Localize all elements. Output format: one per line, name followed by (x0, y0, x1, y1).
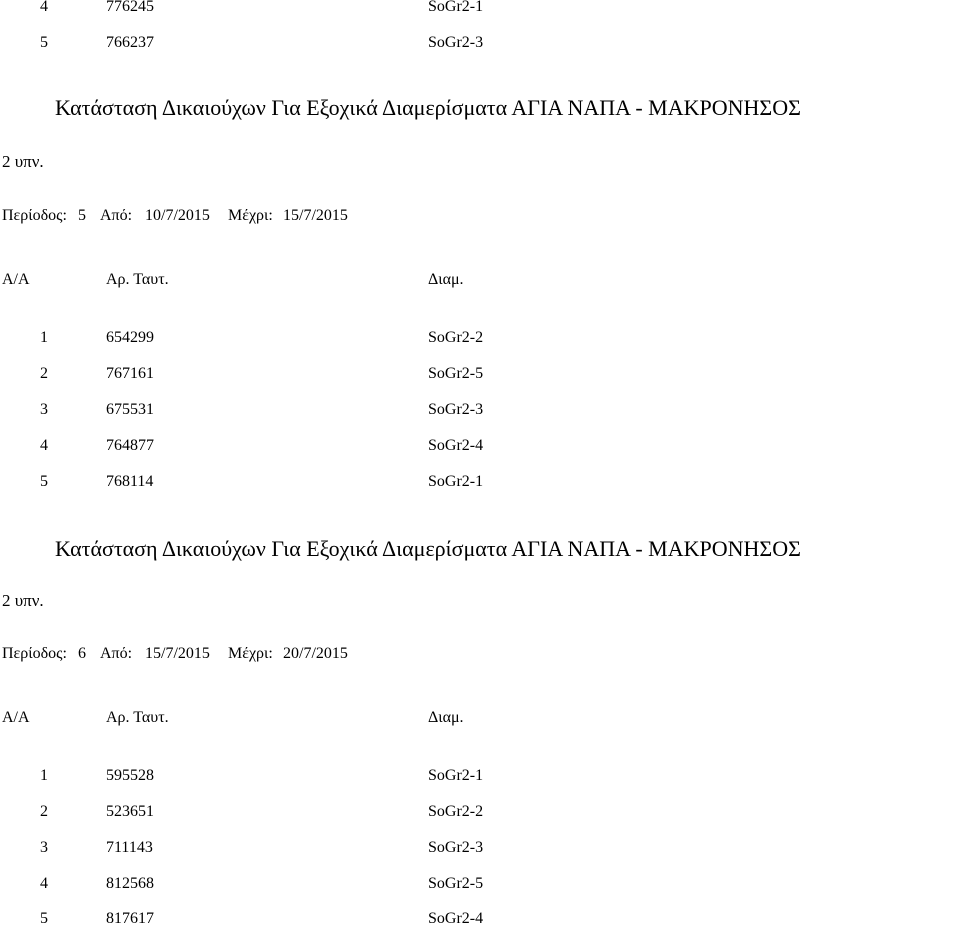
row-index: 4 (40, 0, 48, 15)
row-apartment: SoGr2-4 (428, 437, 484, 454)
table-row (0, 0, 960, 18)
row-apartment: SoGr2-3 (428, 839, 484, 856)
row-id-number: 675531 (106, 401, 154, 418)
row-index: 2 (40, 365, 48, 382)
period-line (2, 643, 602, 665)
row-apartment: SoGr2-1 (428, 0, 484, 15)
row-id-number: 768114 (106, 473, 154, 490)
section-title: Κατάσταση Δικαιούχων Για Εξοχικά Διαμερίσματα ΑΓΙΑ ΝΑΠΑ - ΜΑΚΡΟΝΗΣΟΣ (55, 536, 801, 561)
table-row (0, 765, 960, 787)
row-id-number: 595528 (106, 767, 154, 784)
period-label: Περίοδος: (2, 207, 67, 224)
from-value: 15/7/2015 (145, 645, 210, 662)
row-apartment: SoGr2-3 (428, 34, 484, 51)
row-apartment: SoGr2-2 (428, 803, 484, 820)
row-id-number: 767161 (106, 365, 154, 382)
row-index: 5 (40, 34, 48, 51)
period-value: 6 (78, 645, 86, 662)
row-index: 4 (40, 875, 48, 892)
header-apartment: Διαμ. (428, 271, 464, 288)
table-row (0, 801, 960, 823)
to-value: 20/7/2015 (283, 645, 348, 662)
row-id-number: 711143 (106, 839, 153, 856)
row-index: 5 (40, 473, 48, 490)
row-id-number: 764877 (106, 437, 154, 454)
table-row (0, 908, 960, 929)
row-id-number: 523651 (106, 803, 154, 820)
row-index: 2 (40, 803, 48, 820)
period-label: Περίοδος: (2, 645, 67, 662)
row-apartment: SoGr2-2 (428, 329, 484, 346)
row-apartment: SoGr2-4 (428, 910, 484, 927)
table-row (0, 837, 960, 859)
from-label: Από: (100, 207, 133, 224)
header-aa: Α/Α (2, 709, 30, 726)
row-apartment: SoGr2-1 (428, 767, 484, 784)
row-id-number: 817617 (106, 910, 154, 927)
period-value: 5 (78, 207, 86, 224)
table-row (0, 471, 960, 493)
table-header (0, 269, 960, 291)
section-title: Κατάσταση Δικαιούχων Για Εξοχικά Διαμερίσματα ΑΓΙΑ ΝΑΠΑ - ΜΑΚΡΟΝΗΣΟΣ (55, 95, 801, 120)
to-label: Μέχρι: (228, 645, 273, 662)
table-header (0, 707, 960, 729)
row-id-number: 812568 (106, 875, 154, 892)
table-row (0, 327, 960, 349)
header-id: Αρ. Ταυτ. (106, 709, 169, 726)
row-apartment: SoGr2-3 (428, 401, 484, 418)
row-apartment: SoGr2-1 (428, 473, 484, 490)
to-value: 15/7/2015 (283, 207, 348, 224)
row-index: 4 (40, 437, 48, 454)
row-apartment: SoGr2-5 (428, 365, 484, 382)
row-id-number: 654299 (106, 329, 154, 346)
rooms-label: 2 υπν. (2, 591, 44, 610)
table-row (0, 32, 960, 54)
from-label: Από: (100, 645, 133, 662)
header-aa: Α/Α (2, 271, 30, 288)
table-row (0, 399, 960, 421)
row-index: 5 (40, 910, 48, 927)
header-apartment: Διαμ. (428, 709, 464, 726)
period-line (2, 205, 602, 227)
from-value: 10/7/2015 (145, 207, 210, 224)
row-id-number: 766237 (106, 34, 154, 51)
header-id: Αρ. Ταυτ. (106, 271, 169, 288)
row-index: 1 (40, 329, 48, 346)
row-index: 3 (40, 401, 48, 418)
row-index: 1 (40, 767, 48, 784)
table-row (0, 873, 960, 895)
table-row (0, 435, 960, 457)
to-label: Μέχρι: (228, 207, 273, 224)
table-row (0, 363, 960, 385)
row-index: 3 (40, 839, 48, 856)
rooms-label: 2 υπν. (2, 152, 44, 171)
row-id-number: 776245 (106, 0, 154, 15)
row-apartment: SoGr2-5 (428, 875, 484, 892)
